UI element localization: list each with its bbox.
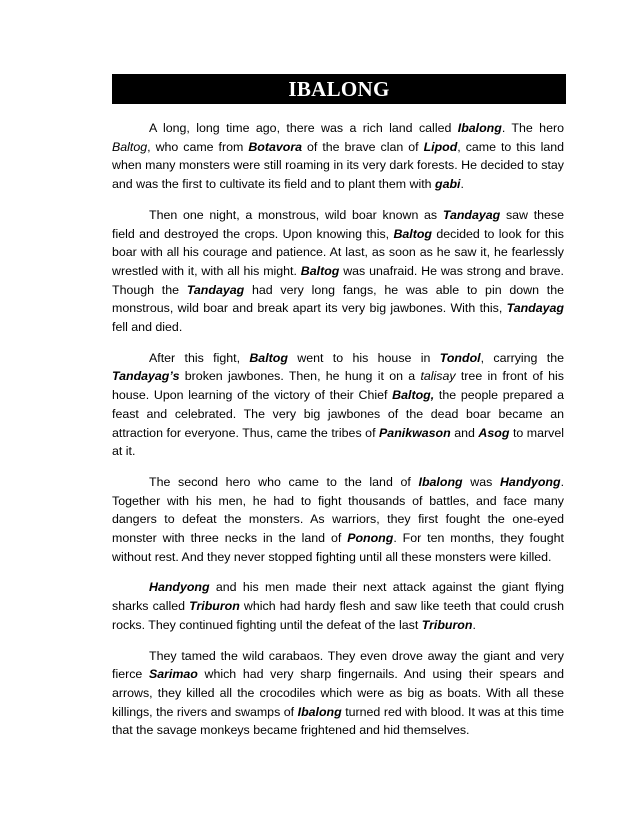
emphasized-term: Tandayag xyxy=(442,207,501,222)
text-run: of the brave clan of xyxy=(302,139,424,154)
text-run: and his men made their next attack against the giant flying sharks called xyxy=(112,580,564,614)
text-run: . xyxy=(460,177,464,192)
emphasized-term: Ibalong xyxy=(418,474,463,489)
text-run: Then one night, a monstrous, wild boar known as xyxy=(149,207,443,222)
emphasized-term: Baltog xyxy=(393,226,432,241)
emphasized-term: Baltog xyxy=(300,263,340,278)
emphasized-term: Botavora xyxy=(248,139,303,154)
emphasized-term: Lipod xyxy=(423,139,458,154)
paragraph xyxy=(112,578,564,634)
emphasized-term: Handyong xyxy=(499,474,561,489)
emphasized-term: Triburon xyxy=(189,599,240,614)
text-run: to marvel at it. xyxy=(112,425,564,459)
emphasized-term: Asog xyxy=(478,425,510,440)
text-run: . xyxy=(472,617,476,632)
text-run: went to his house in xyxy=(287,350,440,365)
text-run: A long, long time ago, there was a rich land called xyxy=(149,121,458,135)
paragraph xyxy=(112,119,564,194)
text-run: fell and died. xyxy=(112,320,183,335)
paragraph xyxy=(112,206,564,337)
text-run: , carrying the xyxy=(480,350,565,365)
emphasized-term: Triburon xyxy=(421,617,473,632)
paragraph xyxy=(112,349,564,461)
emphasized-term: Tondol xyxy=(439,350,481,365)
text-run: . Together with his men, he had to fight thousands of battles, and face many dangers to defeat the monsters. As warriors, they first fought the one-eyed monster with three necks in the land of xyxy=(112,474,565,546)
text-run: . For ten months, they fought without rest. And they never stopped fighting until all these monsters were killed. xyxy=(112,531,564,564)
emphasized-term: Tandayag xyxy=(506,301,564,316)
story-body xyxy=(112,119,564,752)
text-run: which had hardy flesh and saw like teeth that could crush rocks. They continued fighting until the defeat of the last xyxy=(112,599,564,632)
emphasized-term: Baltog xyxy=(112,139,148,154)
page-title: IBALONG xyxy=(112,74,566,104)
text-run: the people prepared a feast and celebrated. The very big jawbones of the dead boar became an attraction for everyone. Thus, came the tribes of xyxy=(112,388,564,440)
text-run: tree in front of his house. Upon learning of the victory of their Chief xyxy=(112,369,564,403)
emphasized-term: Baltog, xyxy=(392,388,435,403)
text-run: turned red with blood. It was at this time that the savage monkeys became frightened and hid themselves. xyxy=(112,704,565,738)
text-run: They tamed the wild carabaos. They even drove away the giant and very fierce xyxy=(112,648,564,682)
text-run: , came to this land when many monsters were still roaming in its very dark forests. He decided to stay and was the first to cultivate its field and to plant them with xyxy=(112,139,564,192)
emphasized-term: talisay xyxy=(420,369,456,384)
text-run: After this fight, xyxy=(149,350,250,365)
emphasized-term: Tandayag’s xyxy=(112,369,180,384)
text-run: was unafraid. He was strong and brave. Though the xyxy=(112,263,564,297)
text-run: , who came from xyxy=(147,139,249,154)
text-run: . The hero xyxy=(501,121,564,135)
paragraph xyxy=(112,473,564,567)
text-run: The second hero who came to the land of xyxy=(149,474,419,489)
text-run: saw these field and destroyed the crops. Upon knowing this, xyxy=(112,207,564,241)
emphasized-term: Handyong xyxy=(149,580,210,595)
emphasized-term: Tandayag xyxy=(186,282,245,297)
emphasized-term: Sarimao xyxy=(148,667,198,682)
emphasized-term: Ponong xyxy=(347,531,394,546)
emphasized-term: Ibalong xyxy=(297,704,342,719)
emphasized-term: Panikwason xyxy=(379,425,451,440)
emphasized-term: Baltog xyxy=(249,350,288,365)
emphasized-term: Ibalong xyxy=(457,121,502,135)
emphasized-term: gabi xyxy=(435,177,461,192)
text-run: decided to look for this boar with all his courage and patience. At last, as soon as he saw it, he fearlessly wrestled with it, with all his might. xyxy=(112,226,564,278)
text-run: had very long fangs, he was able to pin down the monstrous, wild boar and break apart its very big jawbones. With this, xyxy=(112,282,564,316)
text-run: broken jawbones. Then, he hung it on a xyxy=(179,369,421,384)
text-run: and xyxy=(450,425,479,440)
paragraph xyxy=(112,647,564,741)
text-run: was xyxy=(462,474,500,489)
text-run: which had very sharp fingernails. And using their spears and arrows, they killed all the crocodiles which were as big as boats. With all these killings, the rivers and swamps of xyxy=(112,667,564,719)
